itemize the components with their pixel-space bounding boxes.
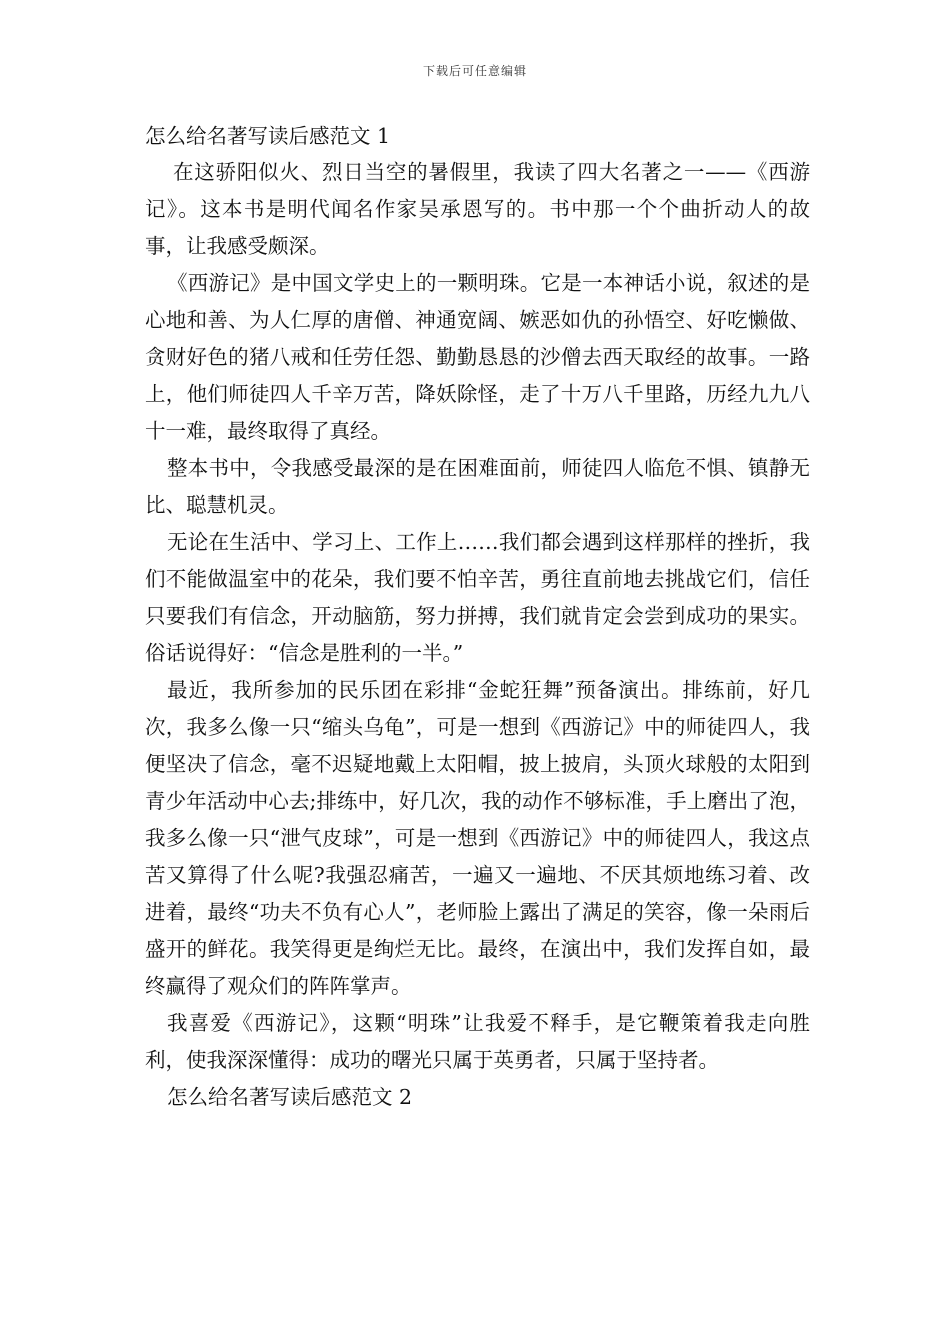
article-body xyxy=(145,118,810,1115)
paragraph-1: 在这骄阳似火、烈日当空的暑假里，我读了四大名著之一——《西游记》。这本书是明代闻名作家吴承恩写的。书中那一个个曲折动人的故事，让我感受颇深。 xyxy=(145,160,810,258)
article-title-2: 怎么给名著写读后感范文 2 xyxy=(167,1085,413,1109)
paragraph-6: 我喜爱《西游记》，这颗“明珠”让我爱不释手，是它鞭策着我走向胜利，使我深深懂得：成功的曙光只属于英勇者，只属于坚持者。 xyxy=(145,1011,810,1072)
header-note: 下载后可任意编辑 xyxy=(422,64,527,78)
article-title-1: 怎么给名著写读后感范文 1 xyxy=(145,124,391,148)
paragraph-3: 整本书中，令我感受最深的是在困难面前，师徒四人临危不惧、镇静无比、聪慧机灵。 xyxy=(145,456,810,517)
paragraph-2: 《西游记》是中国文学史上的一颗明珠。它是一本神话小说，叙述的是心地和善、为人仁厚的唐僧、神通宽阔、嫉恶如仇的孙悟空、好吃懒做、贪财好色的猪八戒和任劳任怨、勤勤恳恳的沙僧去西天取经的故事。一路上，他们师徒四人千辛万苦，降妖除怪，走了十万八千里路，历经九九八十一难，最终取得了真经。 xyxy=(145,271,810,443)
paragraph-4: 无论在生活中、学习上、工作上……我们都会遇到这样那样的挫折，我们不能做温室中的花朵，我们要不怕辛苦，勇往直前地去挑战它们，信任只要我们有信念，开动脑筋，努力拼搏，我们就肯定会尝到成功的果实。俗话说得好：“信念是胜利的一半。” xyxy=(145,530,810,665)
paragraph-5: 最近，我所参加的民乐团在彩排“金蛇狂舞”预备演出。排练前，好几次，我多么像一只“缩头乌龟”，可是一想到《西游记》中的师徒四人，我便坚决了信念，毫不迟疑地戴上太阳帽，披上披肩，头顶火球般的太阳到青少年活动中心去;排练中，好几次，我的动作不够标准，手上磨出了泡，我多么像一只“泄气皮球”，可是一想到《西游记》中的师徒四人，我这点苦又算得了什么呢?我强忍痛苦，一遍又一遍地、不厌其烦地练习着、改进着，最终“功夫不负有心人”，老师脸上露出了满足的笑容，像一朵雨后盛开的鲜花。我笑得更是绚烂无比。最终，在演出中，我们发挥自如，最终赢得了观众们的阵阵掌声。 xyxy=(145,678,810,998)
